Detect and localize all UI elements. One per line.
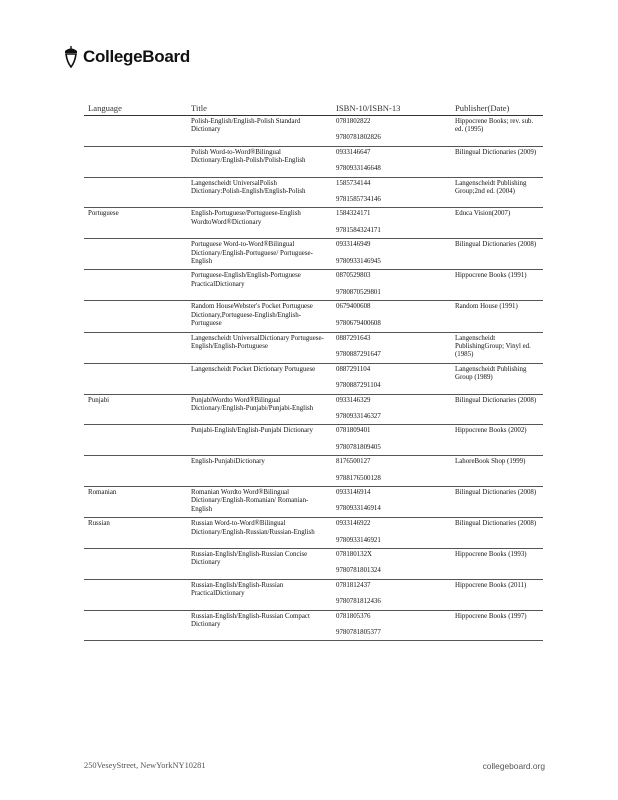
cell-isbn: [332, 425, 451, 456]
cell-publisher: Hippocrene Books (1991): [451, 270, 543, 301]
cell-language: [84, 579, 187, 610]
isbn-13: 9780933146914: [336, 505, 381, 513]
cell-publisher: LahoreBook Shop (1999): [451, 456, 543, 487]
column-header-language: Language: [84, 100, 187, 116]
table-row: [84, 301, 543, 332]
cell-title: Russian-English/English-Russian PracticalDictionary: [187, 579, 332, 610]
cell-language: Portuguese: [84, 208, 187, 239]
table-row: [84, 332, 543, 363]
cell-publisher: Bilingual Dictionaries (2009): [451, 146, 543, 177]
cell-title: Portuguese-English/English-Portuguese PracticalDictionary: [187, 270, 332, 301]
table-row: [84, 518, 543, 549]
table-row: [84, 610, 543, 641]
isbn-10: 0781809401: [336, 427, 371, 435]
isbn-10: 0933146922: [336, 520, 371, 528]
isbn-10: 0781812437: [336, 581, 371, 589]
cell-title: Random HouseWebster's Pocket Portuguese Dictionary,Portuguese-English/English-Portuguese: [187, 301, 332, 332]
cell-isbn: [332, 270, 451, 301]
collegeboard-logo: [62, 44, 190, 70]
cell-language: [84, 177, 187, 208]
column-header-publisher: Publisher(Date): [451, 100, 543, 116]
table-row: [84, 394, 543, 425]
cell-isbn: [332, 579, 451, 610]
cell-language: [84, 363, 187, 394]
isbn-10: 0870529803: [336, 272, 371, 280]
cell-publisher: Hippocrene Books (2002): [451, 425, 543, 456]
cell-isbn: [332, 549, 451, 580]
isbn-10: 0933146914: [336, 488, 371, 496]
cell-publisher: Langenscheidt Publishing Group;2nd ed. (2004): [451, 177, 543, 208]
table-row: [84, 363, 543, 394]
isbn-10: 8176500127: [336, 458, 371, 466]
cell-publisher: Hippocrene Books (1993): [451, 549, 543, 580]
isbn-13: 9780933146327: [336, 412, 381, 420]
isbn-13: 9780887291647: [336, 350, 381, 358]
cell-title: English-Portuguese/Portuguese-English WordtoWord®Dictionary: [187, 208, 332, 239]
table-row: [84, 146, 543, 177]
isbn-13: 9781585734146: [336, 196, 381, 204]
cell-title: Russian Word-to-Word®Bilingual Dictionary/English-Russian/Russian-English: [187, 518, 332, 549]
table-row: [84, 579, 543, 610]
isbn-10: 0781802822: [336, 118, 371, 125]
cell-isbn: [332, 116, 451, 147]
isbn-10: 0781805376: [336, 612, 371, 620]
cell-isbn: [332, 518, 451, 549]
cell-title: Polish-English/English-Polish Standard Dictionary: [187, 116, 332, 147]
cell-title: Langenscheidt Pocket Dictionary Portuguese: [187, 363, 332, 394]
cell-isbn: [332, 610, 451, 641]
isbn-13: 9780781802826: [336, 134, 381, 142]
cell-title: Punjabi-English/English-Punjabi Dictionary: [187, 425, 332, 456]
table-row: [84, 239, 543, 270]
isbn-13: 9780781809405: [336, 443, 381, 451]
table-header-row: [84, 100, 543, 116]
cell-publisher: Bilingual Dictionaries (2008): [451, 486, 543, 517]
cell-title: Russian-English/English-Russian Compact Dictionary: [187, 610, 332, 641]
cell-isbn: [332, 456, 451, 487]
isbn-10: 078180132X: [336, 551, 372, 558]
cell-publisher: Langenscheidt Publishing Group (1989): [451, 363, 543, 394]
cell-title: Romanian Wordto Word®Bilingual Dictionary/English-Romanian/ Romanian-English: [187, 486, 332, 517]
isbn-13: 9780887291104: [336, 382, 381, 390]
column-header-title: Title: [187, 100, 332, 116]
isbn-13: 9781584324171: [336, 226, 381, 234]
isbn-13: 9780933146648: [336, 165, 381, 173]
cell-language: [84, 549, 187, 580]
table-row: [84, 486, 543, 517]
cell-title: Polish Word-to-Word®Bilingual Dictionary/English-Polish/Polish-English: [187, 146, 332, 177]
cell-language: Russian: [84, 518, 187, 549]
isbn-13: 9780781812436: [336, 598, 381, 606]
isbn-10: 0679400608: [336, 303, 371, 311]
cell-title: English-PunjabiDictionary: [187, 456, 332, 487]
cell-isbn: [332, 301, 451, 332]
cell-publisher: Random House (1991): [451, 301, 543, 332]
column-header-isbn: ISBN-10/ISBN-13: [332, 100, 451, 116]
isbn-10: 0933146949: [336, 241, 371, 249]
isbn-10: 0887291643: [336, 334, 371, 342]
cell-language: [84, 270, 187, 301]
isbn-10: 0933146647: [336, 148, 371, 156]
table-row: [84, 177, 543, 208]
isbn-13: 9780781805377: [336, 629, 381, 637]
isbn-13: 9780679400608: [336, 319, 381, 327]
isbn-10: 0933146329: [336, 396, 371, 404]
footer-website-link[interactable]: collegeboard.org: [482, 761, 545, 771]
isbn-10: 1585734144: [336, 179, 371, 187]
cell-isbn: [332, 208, 451, 239]
dictionary-table: [84, 100, 543, 641]
table-row: [84, 116, 543, 147]
logo-text: CollegeBoard: [83, 47, 190, 66]
isbn-13: 9780870529801: [336, 288, 381, 296]
cell-isbn: [332, 177, 451, 208]
cell-title: Langenscheidt UniversalPolish Dictionary:Polish-English/English-Polish: [187, 177, 332, 208]
acorn-icon: [62, 45, 80, 69]
cell-language: [84, 239, 187, 270]
cell-publisher: Hippocrene Books (1997): [451, 610, 543, 641]
cell-language: Romanian: [84, 486, 187, 517]
cell-isbn: [332, 486, 451, 517]
cell-isbn: [332, 146, 451, 177]
isbn-10: 1584324171: [336, 210, 371, 218]
cell-publisher: Hippocrene Books (2011): [451, 579, 543, 610]
table-row: [84, 456, 543, 487]
cell-publisher: Bilingual Dictionaries (2008): [451, 394, 543, 425]
cell-publisher: Bilingual Dictionaries (2008): [451, 518, 543, 549]
table-row: [84, 549, 543, 580]
cell-publisher: Bilingual Dictionaries (2008): [451, 239, 543, 270]
table-row: [84, 270, 543, 301]
cell-title: Portuguese Word-to-Word®Bilingual Dictionary/English-Portuguese/ Portuguese-English: [187, 239, 332, 270]
isbn-10: 0887291104: [336, 365, 371, 373]
table-body: [84, 116, 543, 641]
cell-title: Langenscheidt UniversalDictionary Portuguese-English/English-Portuguese: [187, 332, 332, 363]
isbn-13: 9780933146945: [336, 257, 381, 265]
cell-isbn: [332, 332, 451, 363]
cell-language: [84, 456, 187, 487]
cell-isbn: [332, 363, 451, 394]
cell-publisher: Educa Vision(2007): [451, 208, 543, 239]
isbn-13: 9780781801324: [336, 567, 381, 575]
cell-language: [84, 425, 187, 456]
cell-language: [84, 610, 187, 641]
isbn-13: 9788176500128: [336, 474, 381, 482]
cell-language: [84, 332, 187, 363]
isbn-13: 9780933146921: [336, 536, 381, 544]
table-row: [84, 208, 543, 239]
cell-language: [84, 301, 187, 332]
footer-address: 250VeseyStreet, NewYorkNY10281: [84, 761, 206, 770]
cell-isbn: [332, 239, 451, 270]
cell-publisher: Hippocrene Books; rev. sub. ed. (1995): [451, 116, 543, 147]
cell-language: Punjabi: [84, 394, 187, 425]
cell-language: [84, 116, 187, 147]
cell-title: Russian-English/English-Russian Concise Dictionary: [187, 549, 332, 580]
table-row: [84, 425, 543, 456]
cell-publisher: Langenscheidt PublishingGroup; Vinyl ed. (1985): [451, 332, 543, 363]
cell-language: [84, 146, 187, 177]
cell-title: PunjabiWordto Word®Bilingual Dictionary/English-Punjabi/Punjabi-English: [187, 394, 332, 425]
cell-isbn: [332, 394, 451, 425]
